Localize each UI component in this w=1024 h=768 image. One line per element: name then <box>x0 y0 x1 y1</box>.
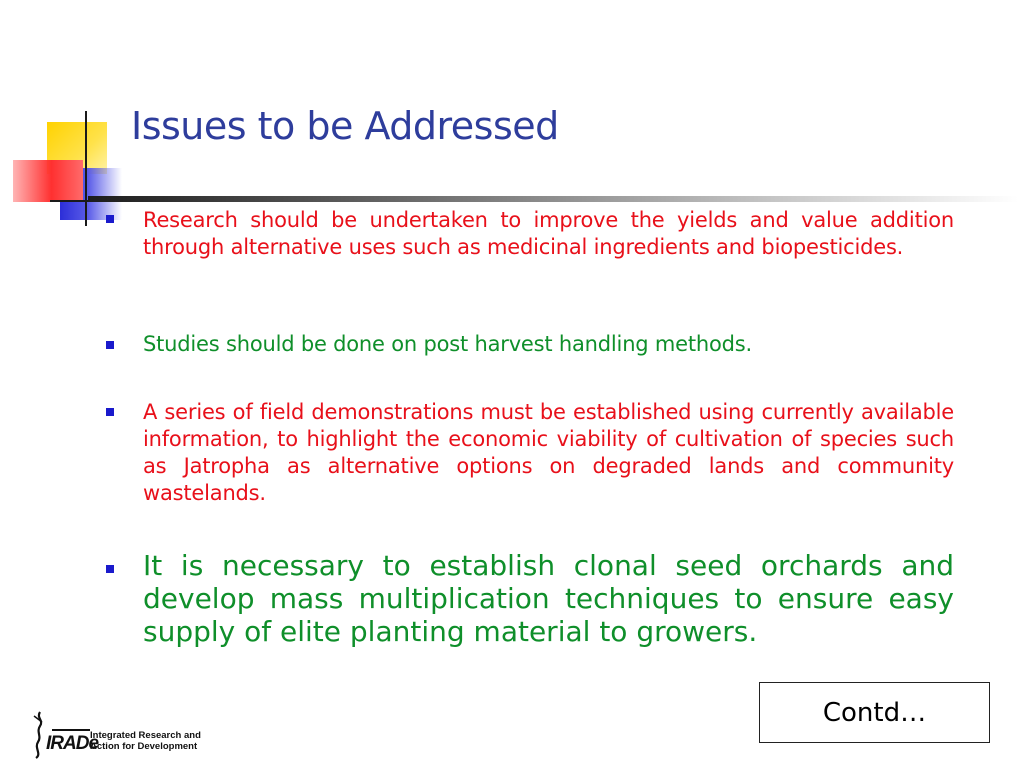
contd-label: Contd… <box>822 697 927 728</box>
square-bullet-icon <box>106 215 114 223</box>
logo-rule <box>52 729 90 731</box>
logo-tagline <box>90 730 201 752</box>
bullet-text: It is necessary to establish clonal seed orchards and develop mass multiplication techniques to ensure easy supply of elite planting material to growers. <box>143 549 954 648</box>
title-underline <box>88 196 1018 202</box>
bullet-text: Research should be undertaken to improve the yields and value addition through alternative uses such as medicinal ingredients and biopesticides. <box>143 208 954 259</box>
square-bullet-icon <box>106 565 114 573</box>
square-bullet-icon <box>106 408 114 416</box>
bullet-text: A series of field demonstrations must be established using currently available information, to highlight the economic viability of cultivation of species such as Jatropha as alternative options on degraded lands and community wastelands. <box>143 400 954 505</box>
bullet-text: Studies should be done on post harvest handling methods. <box>143 332 753 356</box>
vertical-line <box>85 111 87 226</box>
logo-wordmark: IRADe <box>46 733 99 754</box>
contd-button[interactable] <box>759 682 990 743</box>
square-bullet-icon <box>106 341 114 349</box>
logo-tagline-line2: Action for Development <box>90 741 198 752</box>
red-block <box>13 160 83 202</box>
slide-title: Issues to be Addressed <box>131 104 559 148</box>
logo-tagline-line1: Integrated Research and <box>90 730 201 741</box>
